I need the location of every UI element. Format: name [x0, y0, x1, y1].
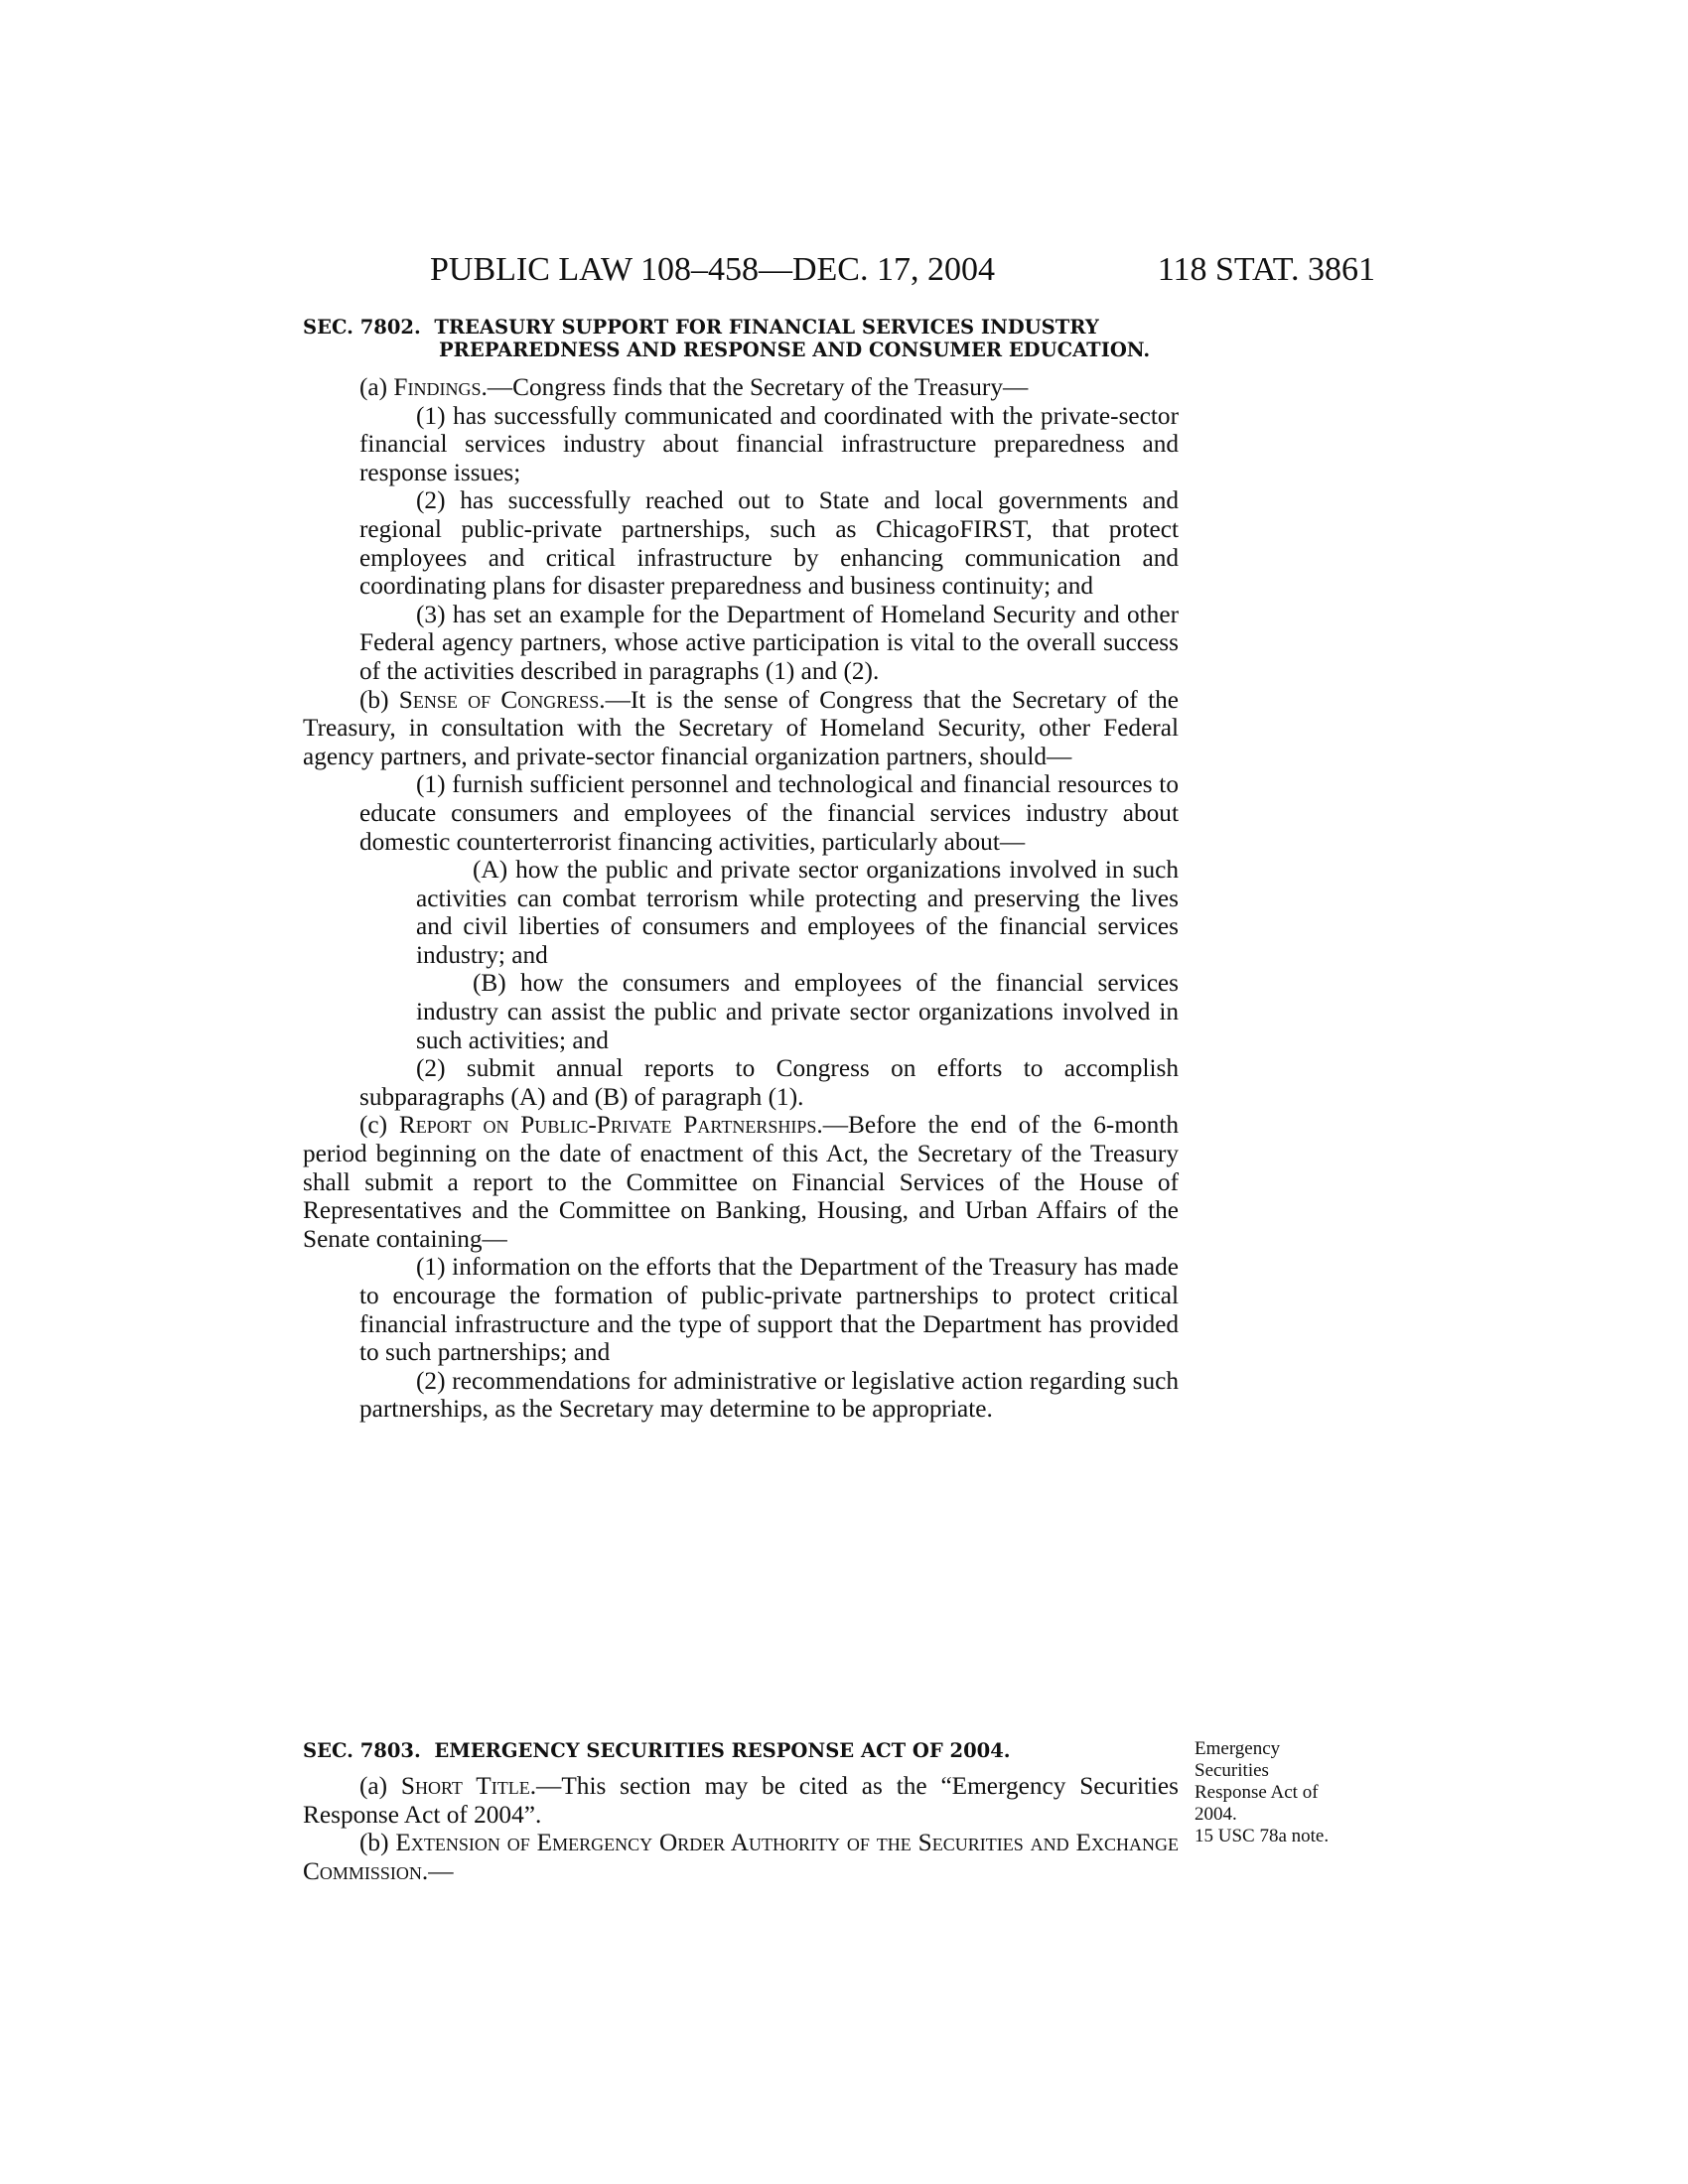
section-number: SEC. 7803. [303, 1739, 421, 1762]
paragraph-a3: (3) has set an example for the Department of Homeland Security and other Federal agency partners, whose active participation is vital to the overall success of the activities described in paragraphs (1) and (2). [359, 600, 1179, 685]
paragraph-c2: (2) recommendations for administrative or legislative action regarding such partnerships, as the Secretary may determine to be appropriate. [359, 1366, 1179, 1424]
subparagraph-b1B: (B) how the consumers and employees of the financial services industry can assist the public and private sector organizations involved in such activities; and [416, 969, 1179, 1054]
margin-note-short-title: Emergency Securities Response Act of 2004. [1195, 1738, 1319, 1825]
paragraph-b1: (1) furnish sufficient personnel and technological and financial resources to educate consumers and employees of the financial services industry about domestic counterterrorist financing activities, particularly about— [359, 770, 1179, 856]
subsection-caption: Extension of Emergency Order Authority of the Securities and Exchange Commission [303, 1829, 1179, 1885]
section-number: SEC. 7802. [303, 316, 421, 339]
section-title: EMERGENCY SECURITIES RESPONSE ACT OF 2004. [434, 1739, 1011, 1762]
paragraph-a1: (1) has successfully communicated and coordinated with the private-sector financial services industry about financial infrastructure preparedness and response issues; [359, 401, 1179, 486]
statute-page-number: 118 STAT. 3861 [1157, 251, 1375, 288]
subsection-b: (b) Extension of Emergency Order Authority of the Securities and Exchange Commission.— [303, 1829, 1179, 1885]
subsection-a: (a) Short Title.—This section may be cited as the “Emergency Securities Response Act of 2004”. [303, 1772, 1179, 1829]
paragraph-b2: (2) submit annual reports to Congress on efforts to accomplish subparagraphs (A) and (B) of paragraph (1). [359, 1054, 1179, 1111]
section-7803-heading [303, 1739, 1179, 1762]
subsection-caption: Short Title [400, 1772, 530, 1800]
section-title: TREASURY SUPPORT FOR FINANCIAL SERVICES INDUSTRY PREPAREDNESS AND RESPONSE AND CONSUMER EDUCATION. [434, 316, 1151, 361]
paragraph-c1: (1) information on the efforts that the Department of the Treasury has made to encourage the formation of public-private partnerships to protect critical financial infrastructure and the type of support that the Department has provided to such partnerships; and [359, 1253, 1179, 1367]
subsection-a: (a) Findings.—Congress finds that the Secretary of the Treasury— [359, 373, 1029, 401]
subparagraph-b1A: (A) how the public and private sector organizations involved in such activities can combat terrorism while protecting and preserving the lives and civil liberties of consumers and employees of the financial services industry; and [416, 856, 1179, 969]
running-title: PUBLIC LAW 108–458—DEC. 17, 2004 [430, 251, 995, 288]
subsection-caption: Findings [393, 373, 482, 401]
subsection-c: (c) Report on Public-Private Partnerships.—Before the end of the 6-month period beginning on the date of enactment of this Act, the Secretary of the Treasury shall submit a report to the Committee on Financial Services of the House of Representatives and the Committee on Banking, Housing, and Urban Affairs of the Senate containing— [303, 1111, 1179, 1253]
subsection-caption: Report on Public-Private Partnerships [398, 1111, 817, 1140]
page-header [303, 248, 1375, 292]
margin-notes [1195, 1738, 1373, 1847]
margin-note-usc-citation: 15 USC 78a note. [1195, 1826, 1330, 1846]
section-7803 [303, 1739, 1179, 1885]
section-7802-heading [303, 316, 1179, 361]
subsection-b: (b) Sense of Congress.—It is the sense of Congress that the Secretary of the Treasury, in consultation with the Secretary of Homeland Security, other Federal agency partners, and private-sector financial organization partners, should— [303, 685, 1179, 770]
paragraph-a2: (2) has successfully reached out to State and local governments and regional public-private partnerships, such as ChicagoFIRST, that protect employees and critical infrastructure by enhancing communication and coordinating plans for disaster preparedness and business continuity; and [359, 486, 1179, 601]
section-7802 [303, 316, 1179, 1424]
subsection-caption: Sense of Congress [398, 685, 600, 714]
